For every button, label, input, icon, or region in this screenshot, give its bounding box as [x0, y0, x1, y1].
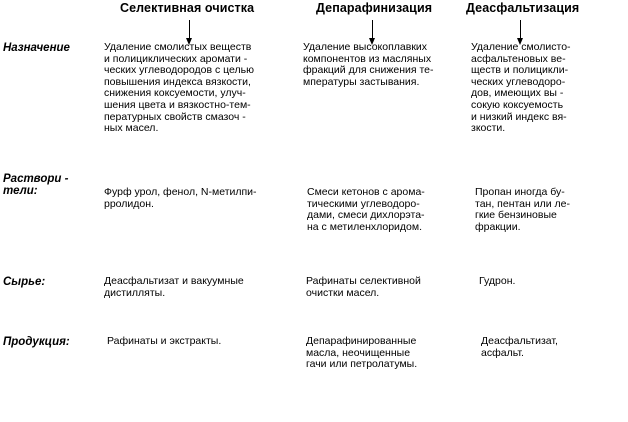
cell-solvents-selective: Фурф урол, фенол, N-метилпи- рролидон.: [104, 186, 257, 210]
cell-feedstock-deasphalting: Гудрон.: [479, 275, 516, 287]
cell-solvents-deasphalting: Пропан иногда бу- тан, пентан или ле- гкие бензиновые фракции.: [475, 186, 570, 233]
cell-feedstock-selective: Деасфальтизат и вакуумные дистилляты.: [104, 275, 244, 299]
row-label-products: Продукция:: [3, 336, 70, 348]
cell-solvents-dewaxing: Смеси кетонов с арома- тическими углеводоро- дами, смеси дихлорэта- на с метиленхлоридом.: [307, 186, 425, 233]
cell-purpose-selective: Удаление смолистых веществ и полициклических аромати - ческих углеводородов с целью повышения индекса вязкости, снижения коксуемости, улуч- шения цвета и вязкостно-тем- пературных свойств смазоч - ных масел.: [104, 41, 254, 135]
cell-feedstock-dewaxing: Рафинаты селективной очистки масел.: [306, 275, 421, 299]
cell-products-dewaxing: Депарафинированные масла, неочищенные гачи или петролатумы.: [306, 335, 418, 371]
row-label-solvents: Раствори - тели:: [3, 173, 69, 197]
column-header-dewaxing: Депарафинизация: [316, 1, 433, 15]
column-header-deasphalting: Деасфальтизация: [466, 1, 580, 15]
row-label-feedstock: Сырье:: [3, 276, 46, 288]
cell-purpose-dewaxing: Удаление высокоплавких компонентов из масляных фракций для снижения те- мпературы застывания.: [303, 41, 434, 88]
cell-products-deasphalting: Деасфальтизат, асфальт.: [481, 335, 558, 359]
cell-purpose-deasphalting: Удаление смолисто- асфальтеновых ве- ществ и полицикли- ческих углеводоро- дов, имеющих вы - сокую коксуемость и низкий индекс вя- зкости.: [471, 41, 571, 135]
row-label-purpose: Назначение: [3, 42, 70, 54]
cell-products-selective: Рафинаты и экстракты.: [107, 335, 222, 347]
column-header-selective-cleaning: Селективная очистка: [120, 1, 255, 15]
